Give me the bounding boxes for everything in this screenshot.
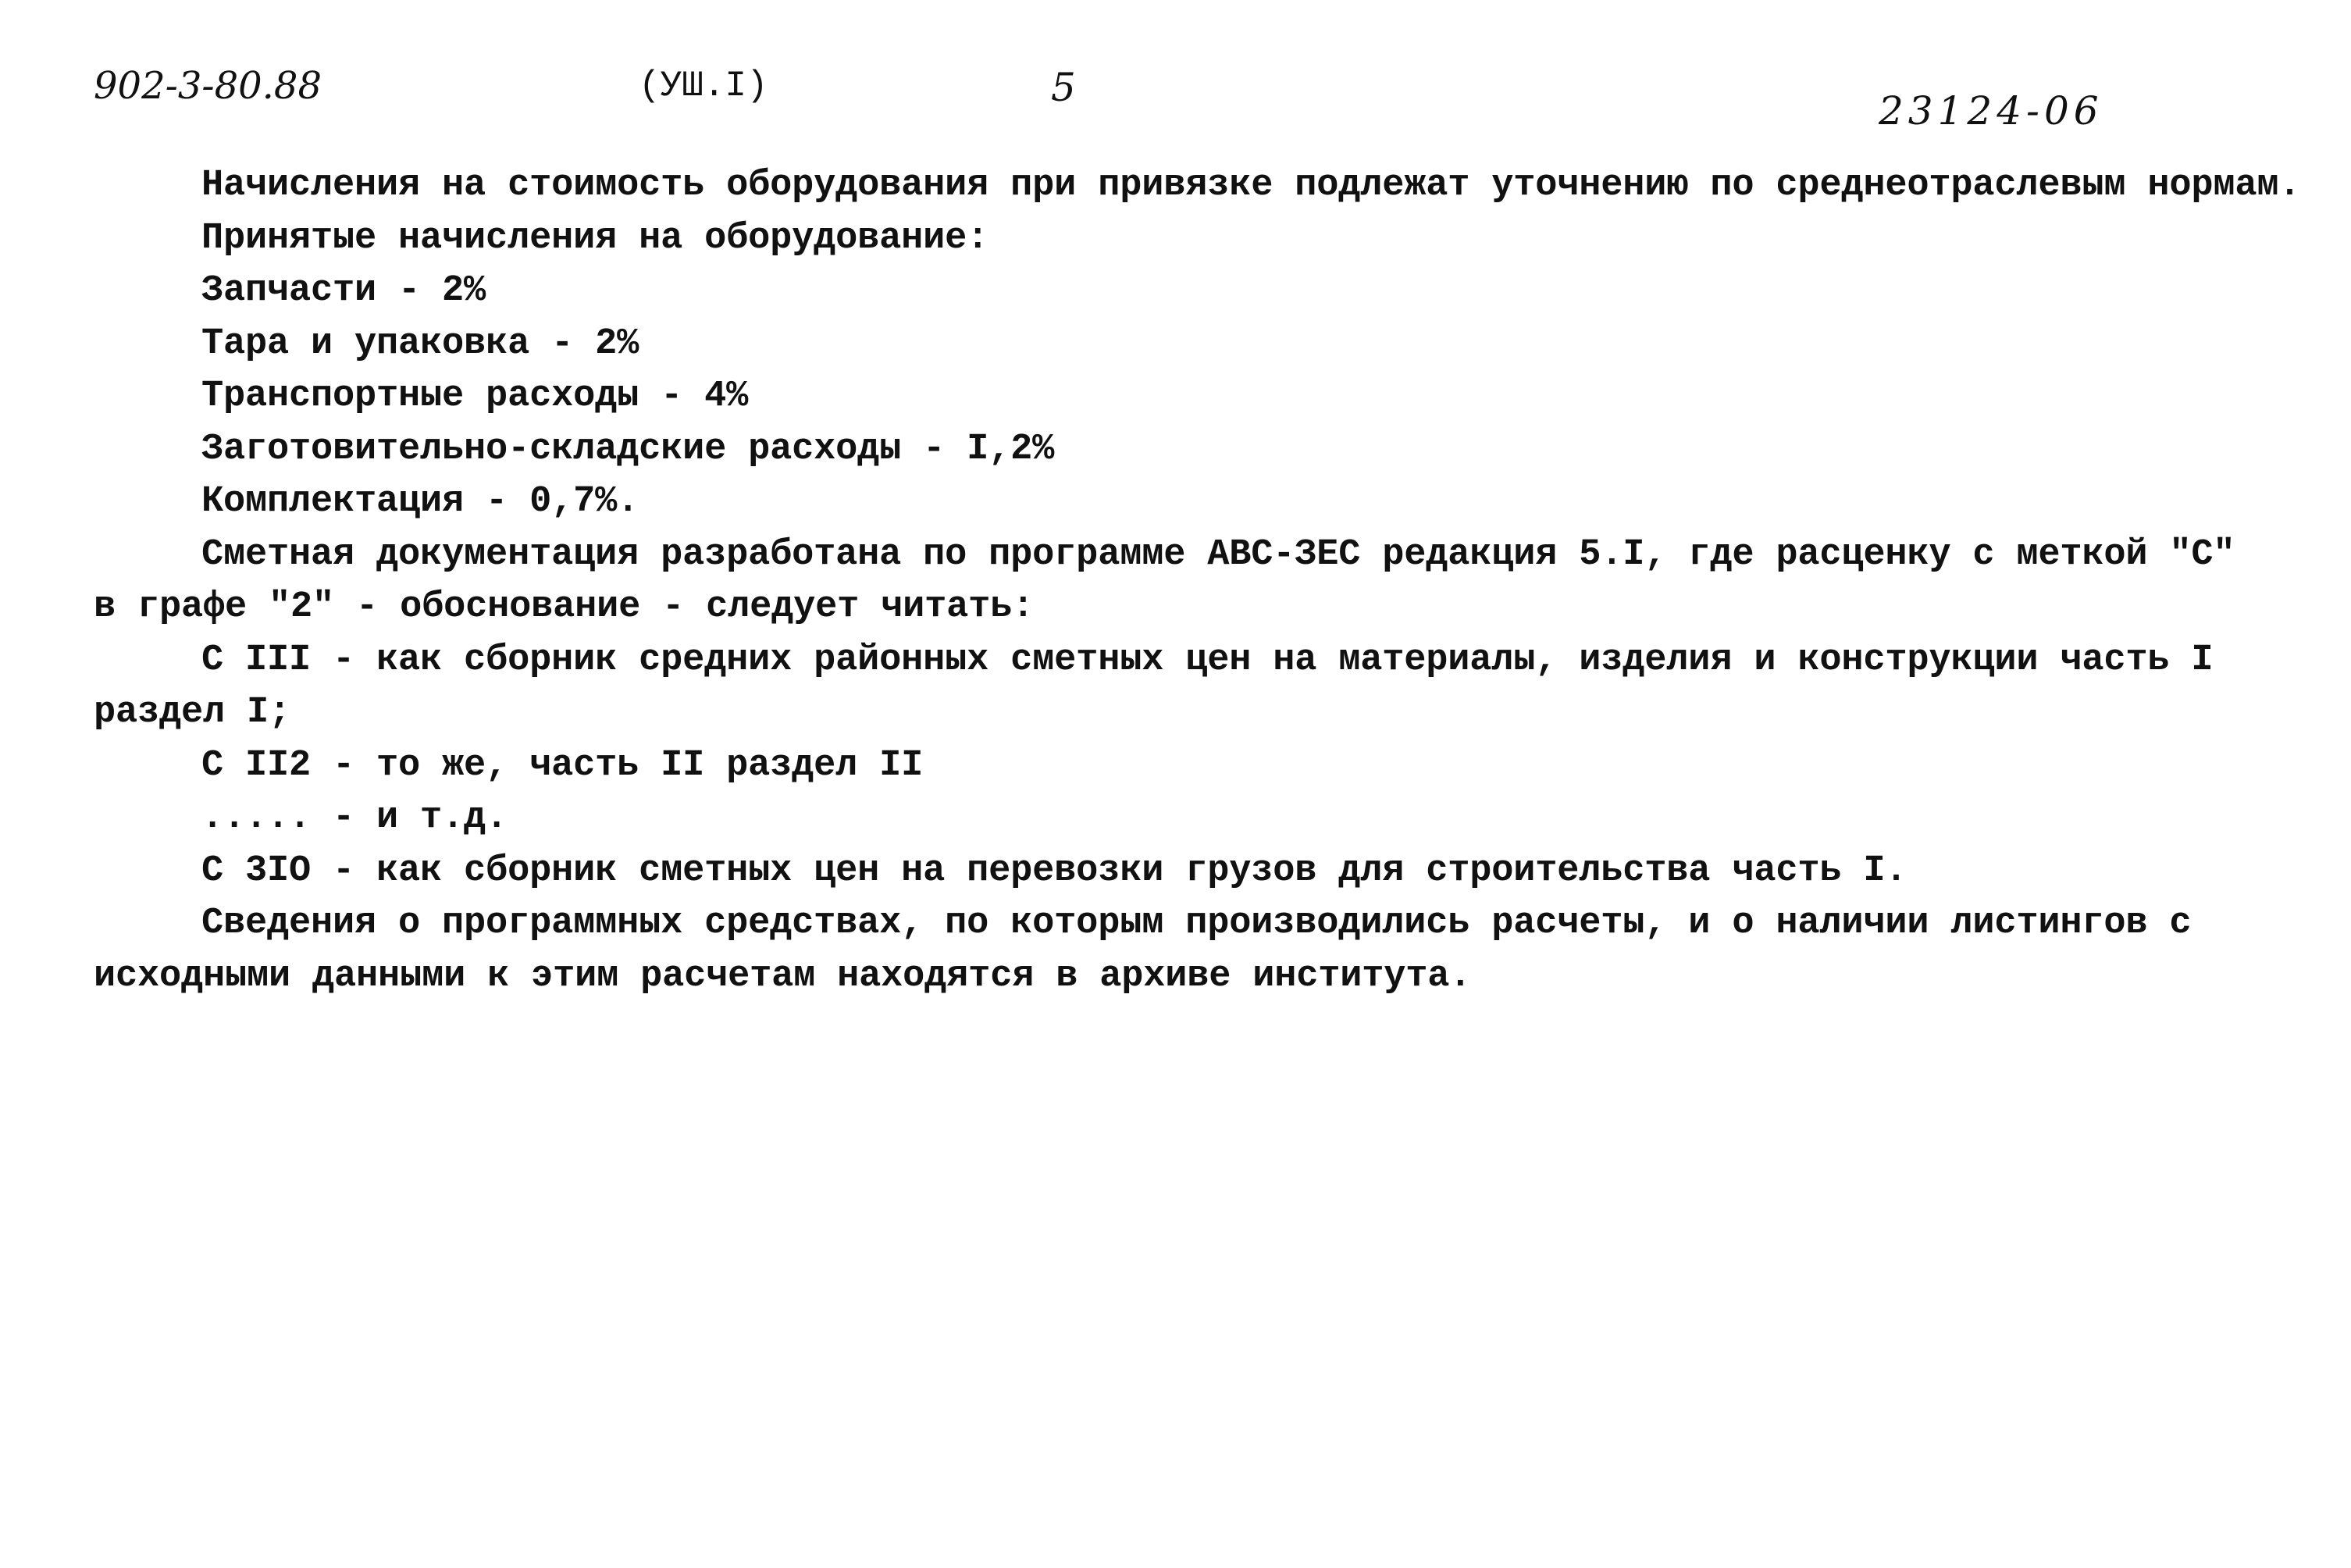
text-line: Запчасти - 2% <box>201 270 486 312</box>
text-line: ..... - и т.д. <box>201 797 508 839</box>
document-code: 902-3-80.88 <box>94 64 322 108</box>
text-line: Начисления на стоимость оборудования при привязке подлежат уточнению по среднеотраслевым нормам. <box>201 165 2301 206</box>
text-line: исходными данными к этим расчетам находятся в архиве института. <box>94 955 1472 997</box>
text-line: Принятые начисления на оборудование: <box>201 217 989 259</box>
text-line: С II2 - то же, часть II раздел II <box>201 744 924 786</box>
page-number: 5 <box>1051 65 1076 110</box>
text-line: Сведения о программных средствах, по которым производились расчеты, и о наличии листингов с <box>201 903 2192 944</box>
text-line: Комплектация - 0,7%. <box>201 481 639 522</box>
text-line: С 3IO - как сборник сметных цен на перевозки грузов для строительства часть I. <box>201 850 1908 892</box>
text-line: С III - как сборник средних районных сметных цен на материалы, изделия и конструкции часть I <box>201 639 2214 681</box>
inventory-number: 23124-06 <box>1879 88 2103 134</box>
document-body <box>94 159 2311 1003</box>
text-line: Заготовительно-складские расходы - I,2% <box>201 428 1055 470</box>
text-line: Тара и упаковка - 2% <box>201 323 639 365</box>
text-line: в графе "2" - обоснование - следует читать: <box>94 586 1035 628</box>
sheet-label: (УШ.I) <box>639 66 768 106</box>
text-line: Транспортные расходы - 4% <box>201 376 749 417</box>
text-line: раздел I; <box>94 692 291 733</box>
text-line: Сметная документация разработана по программе АВС-ЗЕС редакция 5.I, где расценку с меткой "С" <box>201 533 2235 576</box>
